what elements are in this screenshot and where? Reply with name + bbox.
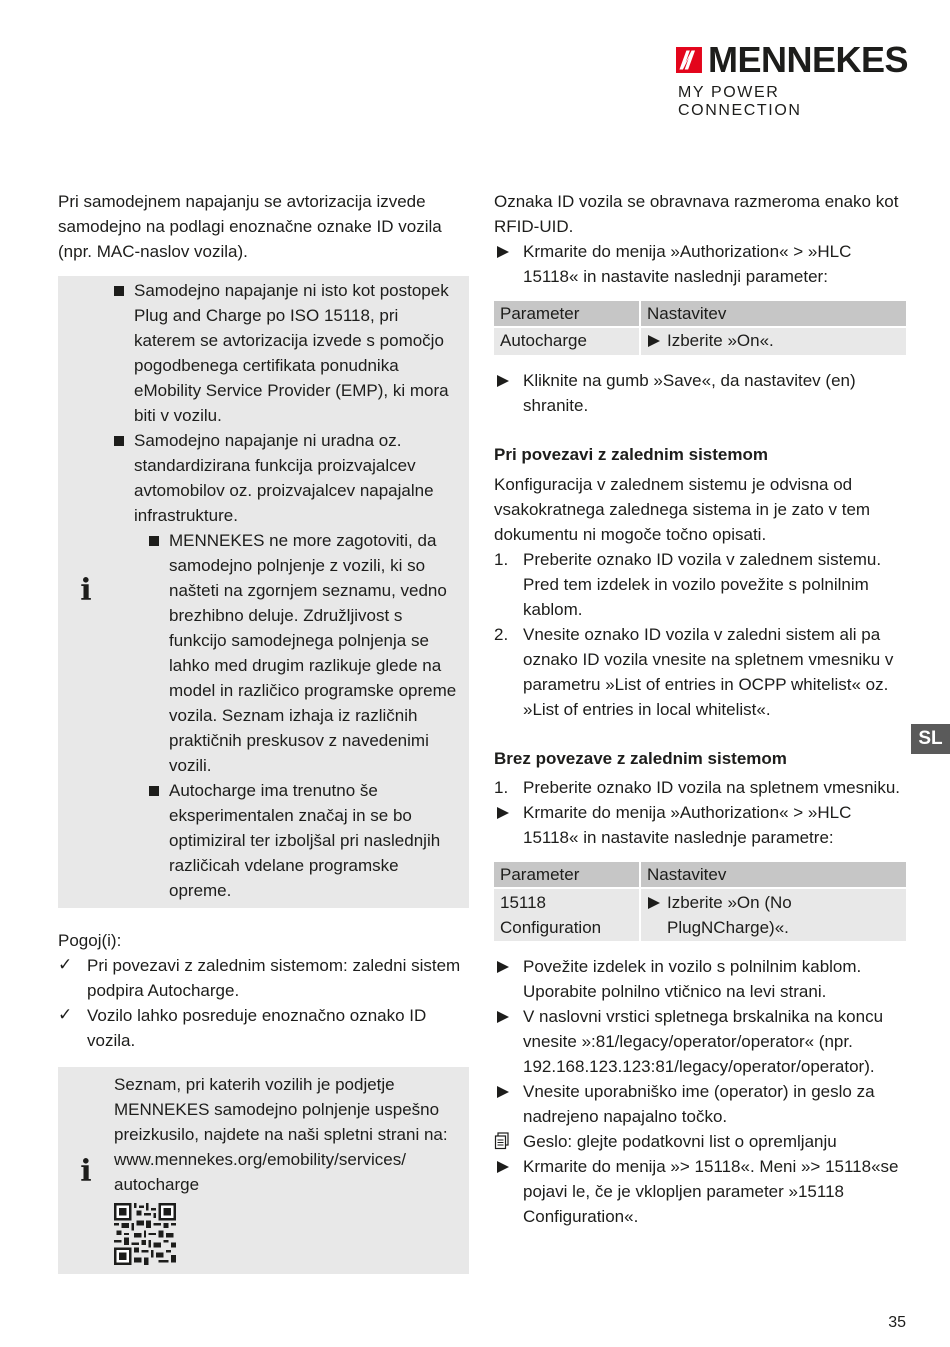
info-note-autocharge bbox=[58, 276, 469, 908]
numbered-step: 1. Preberite oznako ID vozila v zalednem sistemu. Pred tem izdelek in vozilo povežite s polnilnim kablom. bbox=[494, 550, 882, 619]
list-item: MENNEKES ne more zagotoviti, da samodejno polnjenje z vozili, ki so našteti na zgornjem seznamu, vedno brezhibno deluje. Združljivost s funkcijo samodejnega polnjenja se lahko med drugim razlikuje glede na model in različico programske opreme vozila. Seznam izhaja iz različnih praktičnih preskusov z navedenimi vozili. bbox=[149, 528, 463, 778]
table-header: Nastavitev bbox=[641, 862, 906, 889]
table-cell: Izberite »On«. bbox=[641, 328, 906, 355]
triangle-bullet-icon bbox=[648, 897, 660, 909]
brand-tagline: MY POWER CONNECTION bbox=[678, 84, 802, 119]
list-item: Samodejno napajanje ni uradna oz. standardizirana funkcija proizvajalcev avtomobilov oz. proizvajalcev napajalne infrastrukture. MENNEKES ne more zagotoviti, da samodejno polnjenje z vozili, ki so našteti na zgornjem seznamu, vedno brezhibno deluje. Združljivost s funkcijo samodejnega polnjenja se lahko med drugim razlikuje glede na model in različico programske opreme vozila. Seznam izhaja iz različnih praktičnih preskusov z navedenimi vozili. Autocharge ima trenutno še eksperimentalen značaj in se bo optimiziral ter izboljšal pri naslednjih različicah vdelane programske opreme. bbox=[114, 428, 463, 903]
step-item: Povežite izdelek in vozilo s polnilnim kablom. Uporabite polnilno vtičnico na levi strani. bbox=[494, 954, 906, 1004]
triangle-bullet-icon bbox=[648, 335, 660, 347]
brand-logo bbox=[676, 39, 908, 120]
note-text: Seznam, pri katerih vozilih je podjetje MENNEKES samodejno polnjenje uspešno preizkusilo, najdete na naši spletni strani na: www.mennekes.org/emobility/services/ autocharge bbox=[114, 1075, 448, 1194]
triangle-bullet-icon bbox=[497, 1086, 509, 1098]
triangle-bullet-icon bbox=[497, 375, 509, 387]
section-heading: Brez povezave z zalednim sistemom bbox=[494, 749, 787, 768]
info-note-vehicle-list bbox=[58, 1067, 469, 1274]
list-item: ✓ Vozilo lahko posreduje enoznačno oznako ID vozila. bbox=[58, 1005, 427, 1050]
right-column bbox=[494, 189, 906, 1229]
parameter-table bbox=[494, 301, 906, 355]
brand-name: MENNEKES bbox=[707, 39, 908, 80]
step-item: Krmarite do menija »> 15118«. Meni »> 15118«se pojavi le, če je vklopljen parameter »15118 Configuration«. bbox=[494, 1154, 906, 1229]
table-header: Nastavitev bbox=[641, 301, 906, 328]
final-steps bbox=[494, 954, 906, 1229]
table-cell: Autocharge bbox=[494, 328, 641, 355]
section-heading: Pri povezavi z zalednim sistemom bbox=[494, 445, 768, 464]
triangle-bullet-icon bbox=[497, 246, 509, 258]
check-icon: ✓ bbox=[58, 1005, 73, 1025]
step-item: Vnesite uporabniško ime (operator) in geslo za nadrejeno napajalno točko. bbox=[494, 1079, 906, 1129]
page-number: 35 bbox=[888, 1314, 906, 1331]
left-column bbox=[58, 189, 469, 1274]
note-list bbox=[114, 278, 463, 903]
table-row bbox=[494, 889, 906, 941]
step-item: Krmarite do menija »Authorization« > »HLC 15118« in nastavite naslednje parametre: bbox=[494, 800, 906, 850]
list-item: Samodejno napajanje ni isto kot postopek Plug and Charge po ISO 15118, pri katerem se avtorizacija izvede s pomočjo pogodbenega certifikata ponudnika eMobility Service Provider (EMP), ki mora biti v vozilu. bbox=[114, 278, 463, 428]
step-item: V naslovni vrstici spletnega brskalnika na koncu vnesite »:81/legacy/operator/operator« (npr. 192.168.123.123:81/legacy/operator/operator). bbox=[494, 1004, 906, 1079]
backend-paragraph: Konfiguracija v zalednem sistemu je odvisna od vsakokratnega zalednega sistema in je zato v tem dokumentu ni mogoče točno opisati. bbox=[494, 475, 871, 544]
triangle-bullet-icon bbox=[497, 807, 509, 819]
rfid-paragraph: Oznaka ID vozila se obravnava razmeroma enako kot RFID-UID. bbox=[494, 192, 899, 236]
parameter-table bbox=[494, 862, 906, 941]
conditions-list bbox=[58, 953, 469, 1053]
table-header: Parameter bbox=[494, 301, 641, 328]
numbered-step: 1. Preberite oznako ID vozila na spletnem vmesniku. bbox=[494, 778, 901, 797]
step-item: Kliknite na gumb »Save«, da nastavitev (en) shranite. bbox=[494, 368, 906, 418]
mennekes-logo-icon bbox=[676, 45, 702, 75]
triangle-bullet-icon bbox=[497, 1161, 509, 1173]
triangle-bullet-icon bbox=[497, 961, 509, 973]
table-header: Parameter bbox=[494, 862, 641, 889]
step-item: Geslo: glejte podatkovni list o opremljanju bbox=[494, 1129, 906, 1154]
intro-paragraph: Pri samodejnem napajanju se avtorizacija izvede samodejno na podlagi enoznačne oznake ID vozila (npr. MAC-naslov vozila). bbox=[58, 192, 442, 261]
document-icon bbox=[494, 1132, 510, 1150]
numbered-step: 2. Vnesite oznako ID vozila v zaledni sistem ali pa oznako ID vozila vnesite na spletnem vmesniku v parametru »List of entries in OCPP whitelist« oz. »List of entries in local whitelist«. bbox=[494, 625, 894, 719]
check-icon: ✓ bbox=[58, 955, 73, 975]
language-tab: SL bbox=[911, 724, 950, 754]
list-item: ✓ Pri povezavi z zalednim sistemom: zaledni sistem podpira Autocharge. bbox=[58, 955, 461, 1000]
step-item: Krmarite do menija »Authorization« > »HLC 15118« in nastavite naslednji parameter: bbox=[494, 239, 906, 289]
list-item: Autocharge ima trenutno še eksperimentalen značaj in se bo optimiziral ter izboljšal pri naslednjih različicah vdelane programske opreme. bbox=[149, 778, 463, 903]
note-sublist bbox=[149, 528, 463, 903]
triangle-bullet-icon bbox=[497, 1011, 509, 1023]
qr-code-icon bbox=[114, 1203, 176, 1265]
info-icon: i bbox=[80, 572, 92, 608]
table-cell: 15118 Configuration bbox=[494, 889, 641, 941]
table-row bbox=[494, 328, 906, 355]
info-icon: i bbox=[80, 1153, 92, 1189]
conditions-label: Pogoj(i): bbox=[58, 931, 122, 950]
table-cell: Izberite »On (No PlugNCharge)«. bbox=[641, 889, 906, 941]
